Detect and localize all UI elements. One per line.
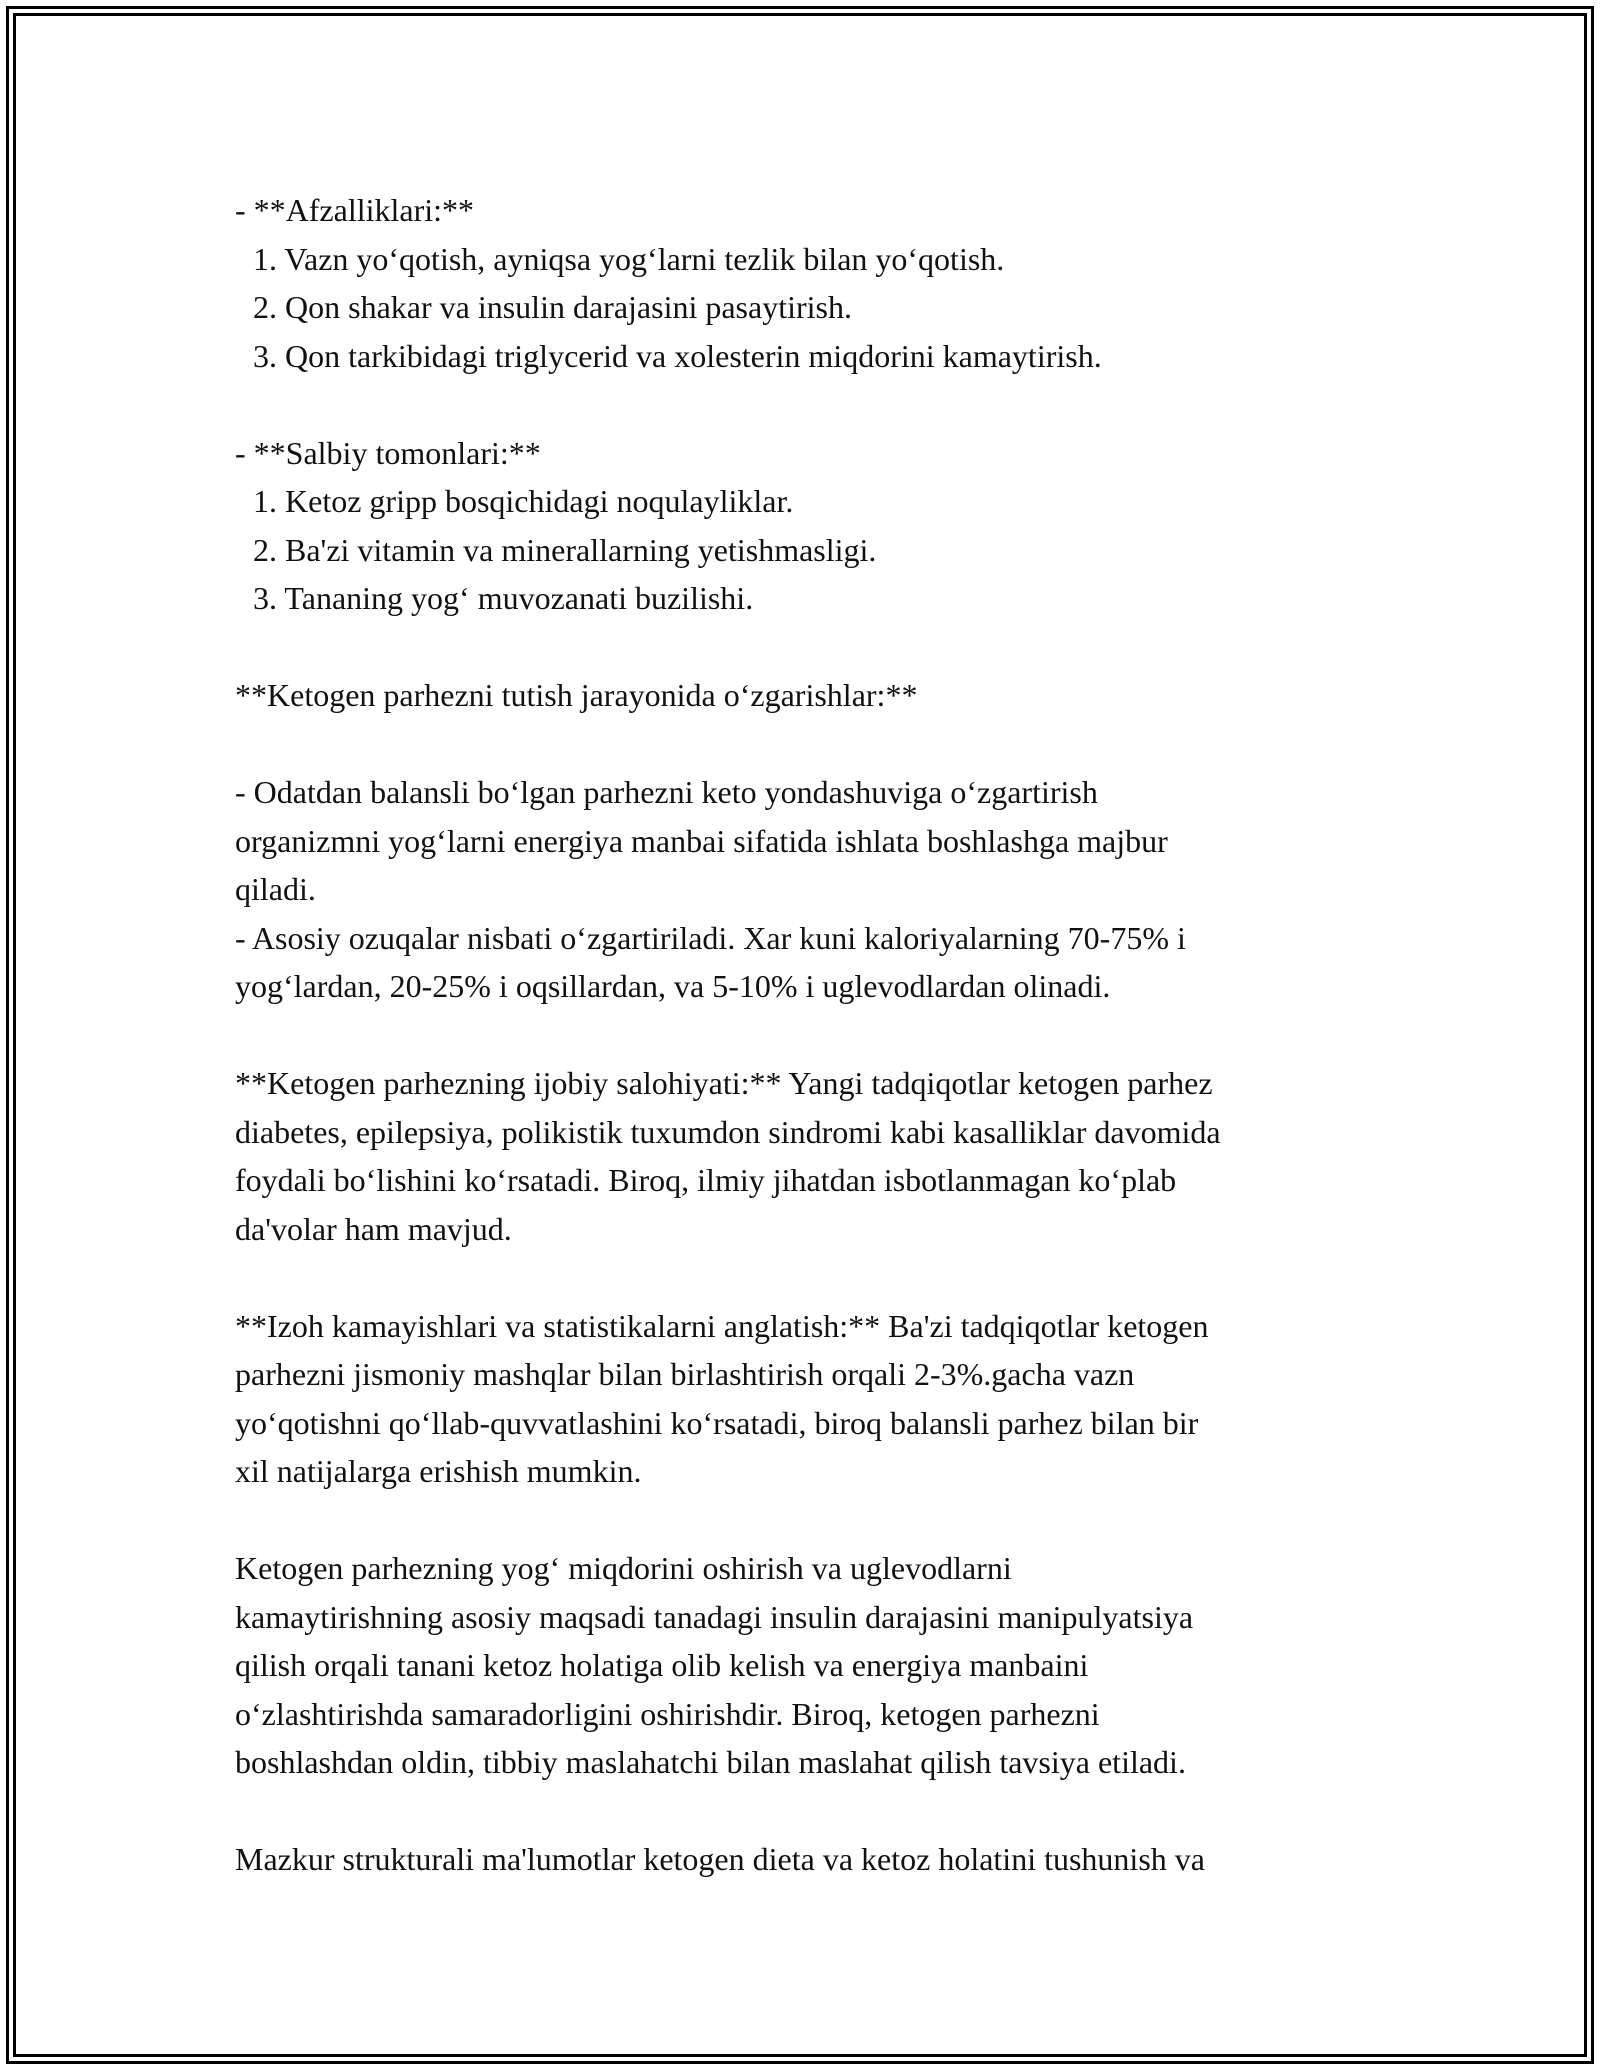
list-item: 3. Tananing yog‘ muvozanati buzilishi. [253, 580, 754, 616]
text-line: **Ketogen parhezning ijobiy salohiyati:** Yangi tadqiqotlar ketogen parhez [235, 1065, 1213, 1101]
text-line: qilish orqali tanani ketoz holatiga olib kelish va energiya manbaini [235, 1647, 1089, 1683]
text-line: Ketogen parhezning yog‘ miqdorini oshirish va uglevodlarni [235, 1550, 1012, 1586]
text-line: **Izoh kamayishlari va statistikalarni anglatish:** Ba'zi tadqiqotlar ketogen [235, 1307, 1209, 1344]
text-line: organizmni yog‘larni energiya manbai sifatida ishlata boshlashga majbur [235, 822, 1168, 859]
text-line: parhezni jismoniy mashqlar bilan birlashtirish orqali 2-3%.gacha vazn [235, 1356, 1135, 1392]
changes-paragraph [235, 768, 1375, 1011]
text-line: da'volar ham mavjud. [235, 1210, 512, 1247]
text-line: qiladi. [235, 871, 316, 907]
list-item: 1. Ketoz gripp bosqichidagi noqulayliklar. [253, 483, 794, 519]
list-item: 2. Qon shakar va insulin darajasini pasaytirish. [253, 289, 852, 325]
closing-paragraph [235, 1835, 1375, 1884]
paragraph-gap [235, 380, 1375, 429]
advantages-section [235, 186, 1375, 380]
list-item: 3. Qon tarkibidagi triglycerid va xolesterin miqdorini kamaytirish. [253, 337, 1102, 374]
advantages-heading: - **Afzalliklari:** [235, 192, 475, 228]
text-line: diabetes, epilepsiya, polikistik tuxumdon sindromi kabi kasalliklar davomida [235, 1113, 1221, 1150]
text-line: yog‘lardan, 20-25% i oqsillardan, va 5-10% i uglevodlardan olinadi. [235, 968, 1111, 1004]
paragraph-gap [235, 1496, 1375, 1545]
disadvantages-section [235, 429, 1375, 623]
list-item: 2. Ba'zi vitamin va minerallarning yetishmasligi. [253, 531, 877, 568]
text-line: - Odatdan balansli bo‘lgan parhezni keto yondashuviga o‘zgartirish [235, 774, 1098, 810]
text-line: yo‘qotishni qo‘llab-quvvatlashini ko‘rsatadi, biroq balansli parhez bilan bir [235, 1404, 1199, 1441]
document-body [235, 186, 1375, 1884]
paragraph-gap [235, 1011, 1375, 1060]
statistics-paragraph [235, 1302, 1375, 1496]
text-line: o‘zlashtirishda samaradorligini oshirishdir. Biroq, ketogen parhezni [235, 1695, 1100, 1732]
paragraph-gap [235, 720, 1375, 769]
list-item: 1. Vazn yo‘qotish, ayniqsa yog‘larni tezlik bilan yo‘qotish. [253, 240, 1005, 277]
potential-paragraph [235, 1059, 1375, 1253]
paragraph-gap [235, 623, 1375, 672]
disadvantages-heading: - **Salbiy tomonlari:** [235, 434, 541, 471]
goal-paragraph [235, 1544, 1375, 1787]
text-line: - Asosiy ozuqalar nisbati o‘zgartiriladi. Xar kuni kaloriyalarning 70-75% i [235, 919, 1186, 956]
text-line: xil natijalarga erishish mumkin. [235, 1453, 642, 1489]
text-line: Mazkur strukturali ma'lumotlar ketogen dieta va ketoz holatini tushunish va [235, 1841, 1205, 1877]
paragraph-gap [235, 1787, 1375, 1836]
text-line: kamaytirishning asosiy maqsadi tanadagi insulin darajasini manipulyatsiya [235, 1598, 1194, 1635]
paragraph-gap [235, 1253, 1375, 1302]
changes-heading: **Ketogen parhezni tutish jarayonida o‘zgarishlar:** [235, 677, 918, 713]
text-line: boshlashdan oldin, tibbiy maslahatchi bilan maslahat qilish tavsiya etiladi. [235, 1744, 1186, 1780]
text-line: foydali bo‘lishini ko‘rsatadi. Biroq, ilmiy jihatdan isbotlanmagan ko‘plab [235, 1162, 1177, 1198]
